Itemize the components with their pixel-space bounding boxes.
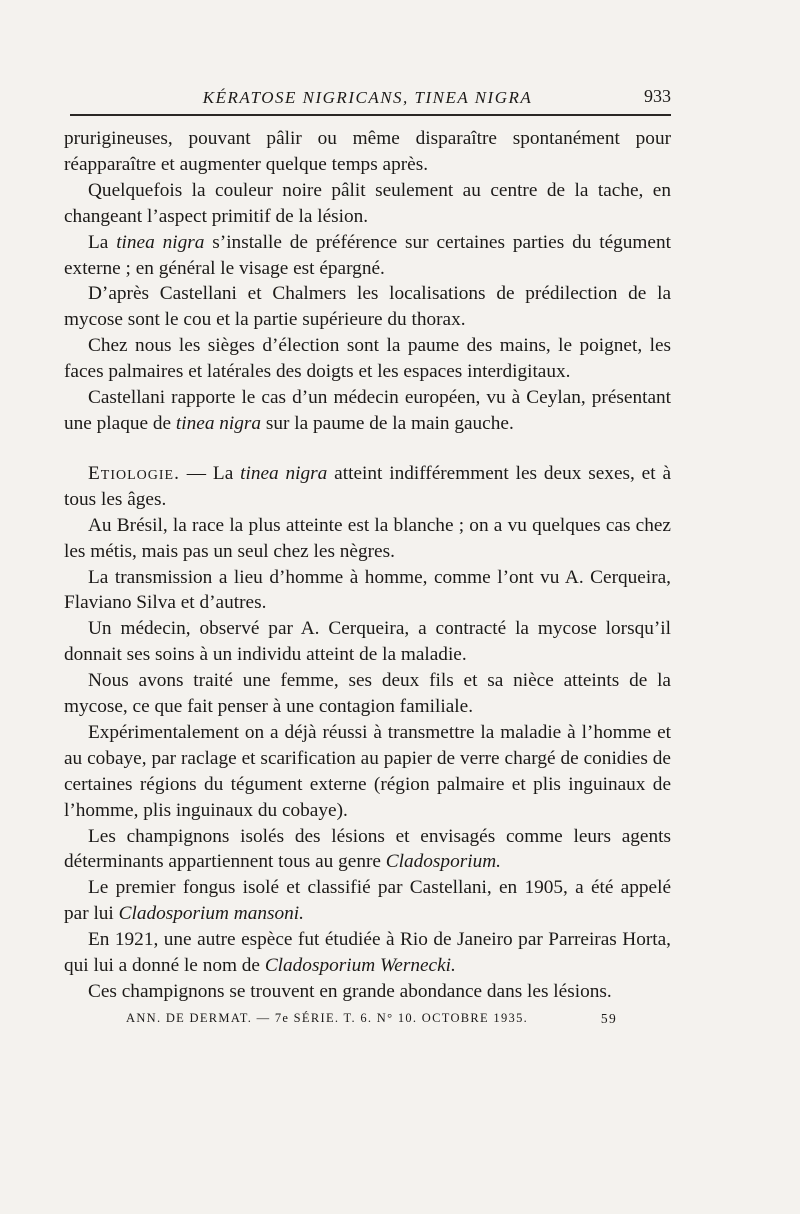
- text-run: La: [88, 231, 117, 253]
- text-run: Quelquefois la couleur noire pâlit seulement au centre de la tache, en changeant l’aspect primitif de la lésion.: [64, 179, 671, 227]
- paragraph: [64, 979, 671, 1005]
- text-run: Au Brésil, la race la plus atteinte est la blanche ; on a vu quelques cas chez les métis, mais pas un seul chez les nègres.: [64, 514, 671, 562]
- book-page: [64, 80, 671, 1031]
- paragraph: [64, 178, 671, 230]
- text-run: Expérimentalement on a déjà réussi à transmettre la maladie à l’homme et au cobaye, par raclage et scarification au papier de verre chargé de conidies de certaines régions du tégument externe (région palmaire et plis inguinaux de l’homme, plis inguinaux du cobaye).: [64, 721, 671, 821]
- paragraph: [64, 385, 671, 437]
- italic-text: tinea nigra: [116, 231, 205, 253]
- page-number: 933: [644, 86, 671, 106]
- body-text: [64, 126, 671, 1005]
- section-heading: Etiologie.: [88, 462, 180, 484]
- paragraph: [64, 513, 671, 565]
- italic-text: Cladosporium mansoni.: [118, 903, 304, 925]
- text-run: D’après Castellani et Chalmers les localisations de prédilection de la mycose sont le cou et la partie supérieure du thorax.: [64, 283, 671, 331]
- text-run: — La: [179, 462, 241, 484]
- text-run: s’installe de préférence sur certaines parties du tégument externe ; en général le visage est épargné.: [64, 231, 671, 279]
- italic-text: Cladosporium.: [385, 851, 501, 873]
- italic-text: Cladosporium Wernecki.: [264, 955, 456, 977]
- paragraph: [64, 668, 671, 720]
- text-run: Le premier fongus isolé et classifié par Castellani, en 1905, a été appelé par lui: [64, 877, 671, 925]
- paragraph-etiologie: [64, 461, 671, 513]
- journal-reference: ANN. DE DERMAT. — 7e SÉRIE. T. 6. N° 10. OCTOBRE 1935.: [126, 1010, 529, 1025]
- text-run: La transmission a lieu d’homme à homme, comme l’ont vu A. Cerqueira, Flaviano Silva et d’autres.: [64, 566, 671, 614]
- header-rule: [70, 114, 671, 116]
- text-run: Les champignons isolés des lésions et envisagés comme leurs agents déterminants appartiennent tous au genre: [64, 825, 671, 873]
- paragraph: [64, 875, 671, 927]
- page-header: [64, 80, 671, 114]
- text-run: Chez nous les sièges d’élection sont la paume des mains, le poignet, les faces palmaires et latérales des doigts et les espaces interdigitaux.: [64, 335, 671, 383]
- text-run: sur la paume de la main gauche.: [261, 412, 514, 434]
- page-footer: [64, 1009, 671, 1031]
- paragraph: [64, 927, 671, 979]
- paragraph: [64, 126, 671, 178]
- running-title: KÉRATOSE NIGRICANS, TINEA NIGRA: [202, 88, 533, 107]
- text-run: Nous avons traité une femme, ses deux fils et sa nièce atteints de la mycose, ce que fait penser à une contagion familiale.: [64, 670, 671, 718]
- paragraph: [64, 230, 671, 282]
- paragraph: [64, 616, 671, 668]
- paragraph: [64, 333, 671, 385]
- paragraph: [64, 824, 671, 876]
- text-run: atteint indifféremment les deux sexes, et à tous les âges.: [64, 462, 672, 510]
- italic-text: tinea nigra: [240, 462, 328, 484]
- text-run: En 1921, une autre espèce fut étudiée à Rio de Janeiro par Parreiras Horta, qui lui a donné le nom de: [64, 929, 671, 977]
- paragraph: [64, 720, 671, 824]
- text-run: prurigineuses, pouvant pâlir ou même disparaître spontanément pour réapparaître et augmenter quelque temps après.: [64, 128, 671, 175]
- paragraph: [64, 565, 671, 617]
- signature-mark: 59: [600, 1010, 617, 1026]
- paragraph: [64, 281, 671, 333]
- text-run: Un médecin, observé par A. Cerqueira, a contracté la mycose lorsqu’il donnait ses soins à un individu atteint de la maladie.: [64, 618, 671, 666]
- text-run: Castellani rapporte le cas d’un médecin européen, vu à Ceylan, présentant une plaque de: [64, 387, 671, 434]
- text-run: Ces champignons se trouvent en grande abondance dans les lésions.: [88, 981, 612, 1002]
- italic-text: tinea nigra: [175, 412, 262, 434]
